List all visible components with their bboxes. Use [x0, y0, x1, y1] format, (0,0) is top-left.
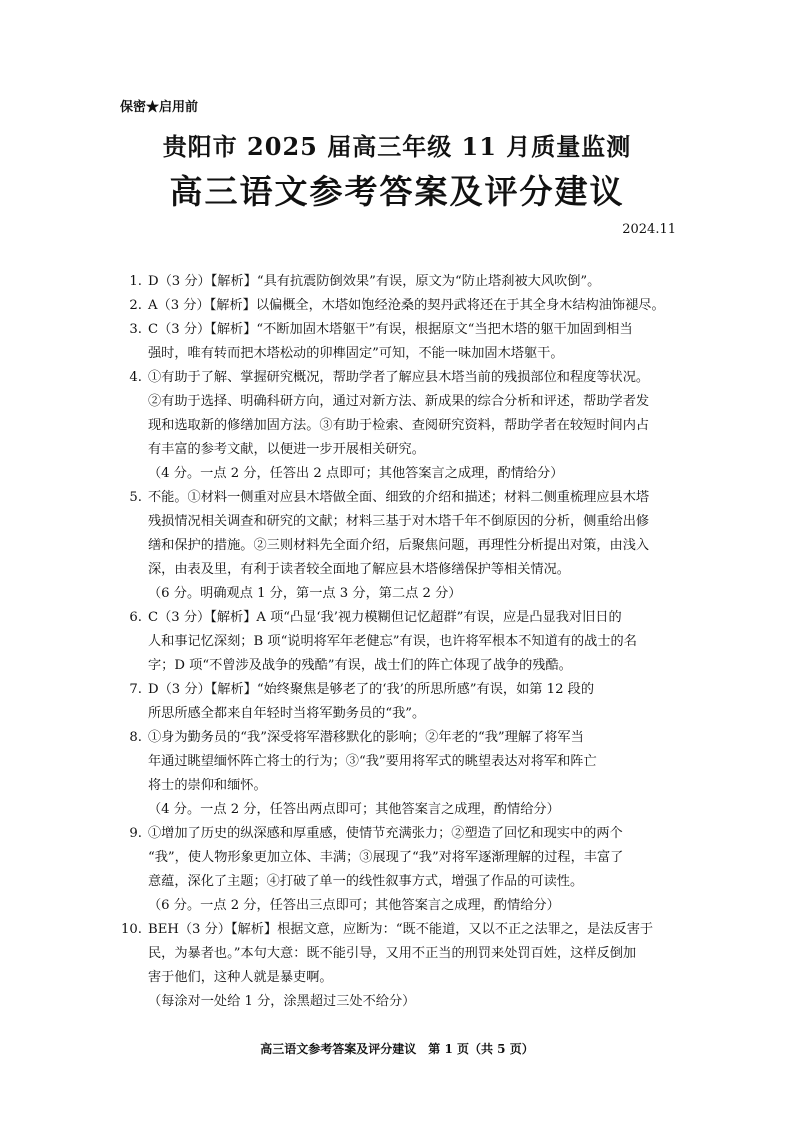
answer-text-line: C（3 分）【解析】A 项“凸显‘我’视力模糊但记忆超群”有误，应是凸显我对旧日的 [148, 610, 622, 625]
answer-text-line: 所思所感全都来自年轻时当将军勤务员的“我”。 [148, 706, 426, 721]
answer-text-line: ①身为勤务员的“我”深受将军潜移默化的影响；②年老的“我”理解了将军当 [148, 730, 584, 745]
answer-text-line: 字；D 项“不曾涉及战争的残酷”有误，战士们的阵亡体现了战争的残酷。 [148, 658, 572, 673]
answer-text-line: 残损情况相关调查和研究的文献；材料三基于对木塔千年不倒原因的分析，侧重给出修 [148, 514, 650, 529]
answer-text-line: 将士的崇仰和缅怀。 [148, 778, 267, 793]
answer-number: 5. [129, 490, 142, 505]
answer-text-line: A（3 分）【解析】以偏概全，木塔如饱经沧桑的契丹武将还在于其全身木结构油饰褪尽。 [148, 298, 665, 313]
answer-text-line: ①增加了历史的纵深感和厚重感，使情节充满张力；②塑造了回忆和现实中的两个 [148, 826, 623, 841]
answer-number: 10. [121, 922, 142, 937]
answer-text-line: 现和选取新的修缮加固方法。③有助于检索、查阅研究资料，帮助学者在较短时间内占 [148, 418, 650, 433]
answer-item [118, 918, 678, 1014]
document-title: 高三语文参考答案及评分建议 [169, 172, 625, 211]
answer-text-line: 深，由表及里，有利于读者较全面地了解应县木塔修缮保护等相关情况。 [148, 562, 570, 577]
answer-text-line: 年通过眺望缅怀阵亡将士的行为；③“我”要用将军式的眺望表达对将军和阵亡 [148, 754, 597, 769]
answer-item [118, 606, 678, 678]
answer-text-line: D（3 分）【解析】“具有抗震防倒效果”有误，原文为“防止塔刹被大风吹倒”。 [148, 274, 601, 289]
confidential-label: 保密★启用前 [120, 100, 199, 115]
answer-number: 3. [129, 322, 142, 337]
answer-item [118, 270, 678, 294]
answer-text-line: （4 分。一点 2 分，任答出 2 点即可；其他答案言之成理，酌情给分） [148, 466, 564, 481]
answer-number: 9. [129, 826, 142, 841]
answer-item [118, 678, 678, 726]
answer-text-line: （每涂对一处给 1 分，涂黑超过三处不给分） [148, 994, 416, 1009]
answer-text-line: C（3 分）【解析】“不断加固木塔躯干”有误，根据原文“当把木塔的躯干加固到相当 [148, 322, 633, 337]
answer-text-line: 意蕴，深化了主题；④打破了单一的线性叙事方式，增强了作品的可读性。 [148, 874, 584, 889]
answer-item [118, 318, 678, 366]
answer-text-line: （6 分。明确观点 1 分，第一点 3 分，第二点 2 分） [148, 586, 462, 601]
answer-text-line: 强时，唯有转而把木塔松动的卯榫固定”可知，不能一味加固木塔躯干。 [148, 346, 564, 361]
page-footer: 高三语文参考答案及评分建议 第 1 页（共 5 页） [260, 1042, 534, 1056]
answer-number: 4. [129, 370, 142, 385]
answer-text-line: 人和事记忆深刻；B 项“说明将军年老健忘”有误，也许将军根本不知道有的战士的名 [148, 634, 637, 649]
answer-text-line: “我”，使人物形象更加立体、丰满；③展现了“我”对将军逐渐理解的过程，丰富了 [148, 850, 624, 865]
answer-text-line: （4 分。一点 2 分，任答出两点即可；其他答案言之成理，酌情给分） [148, 802, 560, 817]
answer-text-line: ①有助于了解、掌握研究概况，帮助学者了解应县木塔当前的残损部位和程度等状况。 [148, 370, 650, 385]
answer-text-line: 害于他们，这种人就是暴吏啊。 [148, 970, 333, 985]
answer-item [118, 822, 678, 918]
answer-number: 6. [129, 610, 142, 625]
answer-item [118, 726, 678, 822]
answer-text-line: （6 分。一点 2 分，任答出三点即可；其他答案言之成理，酌情给分） [148, 898, 560, 913]
answer-text-line: 有丰富的参考文献，以便进一步开展相关研究。 [148, 442, 425, 457]
answer-list [118, 270, 678, 1014]
answer-text-line: 不能。①材料一侧重对应县木塔做全面、细致的介绍和描述；材料二侧重梳理应县木塔 [148, 490, 650, 505]
answer-text-line: BEH（3 分）【解析】根据文意，应断为：“既不能道，又以不正之法罪之，是法反害于 [148, 922, 654, 937]
document-date: 2024.11 [622, 222, 676, 237]
answer-text-line: 民，为暴者也。”本句大意：既不能引导，又用不正当的刑罚来处罚百姓，这样反倒加 [148, 946, 637, 961]
answer-text-line: ②有助于选择、明确科研方向，通过对新方法、新成果的综合分析和评述，帮助学者发 [148, 394, 650, 409]
answer-number: 7. [129, 682, 142, 697]
answer-number: 8. [129, 730, 142, 745]
answer-number: 2. [129, 298, 142, 313]
answer-item [118, 486, 678, 606]
answer-text-line: D（3 分）【解析】“始终聚焦是够老了的‘我’的所思所感”有误，如第 12 段的 [148, 682, 595, 697]
answer-text-line: 缮和保护的措施。②三则材料先全面介绍，后聚焦问题，再理性分析提出对策，由浅入 [148, 538, 650, 553]
answer-item [118, 366, 678, 486]
answer-item [118, 294, 678, 318]
exam-title: 贵阳市 2025 届高三年级 11 月质量监测 [162, 132, 632, 161]
answer-number: 1. [129, 274, 142, 289]
